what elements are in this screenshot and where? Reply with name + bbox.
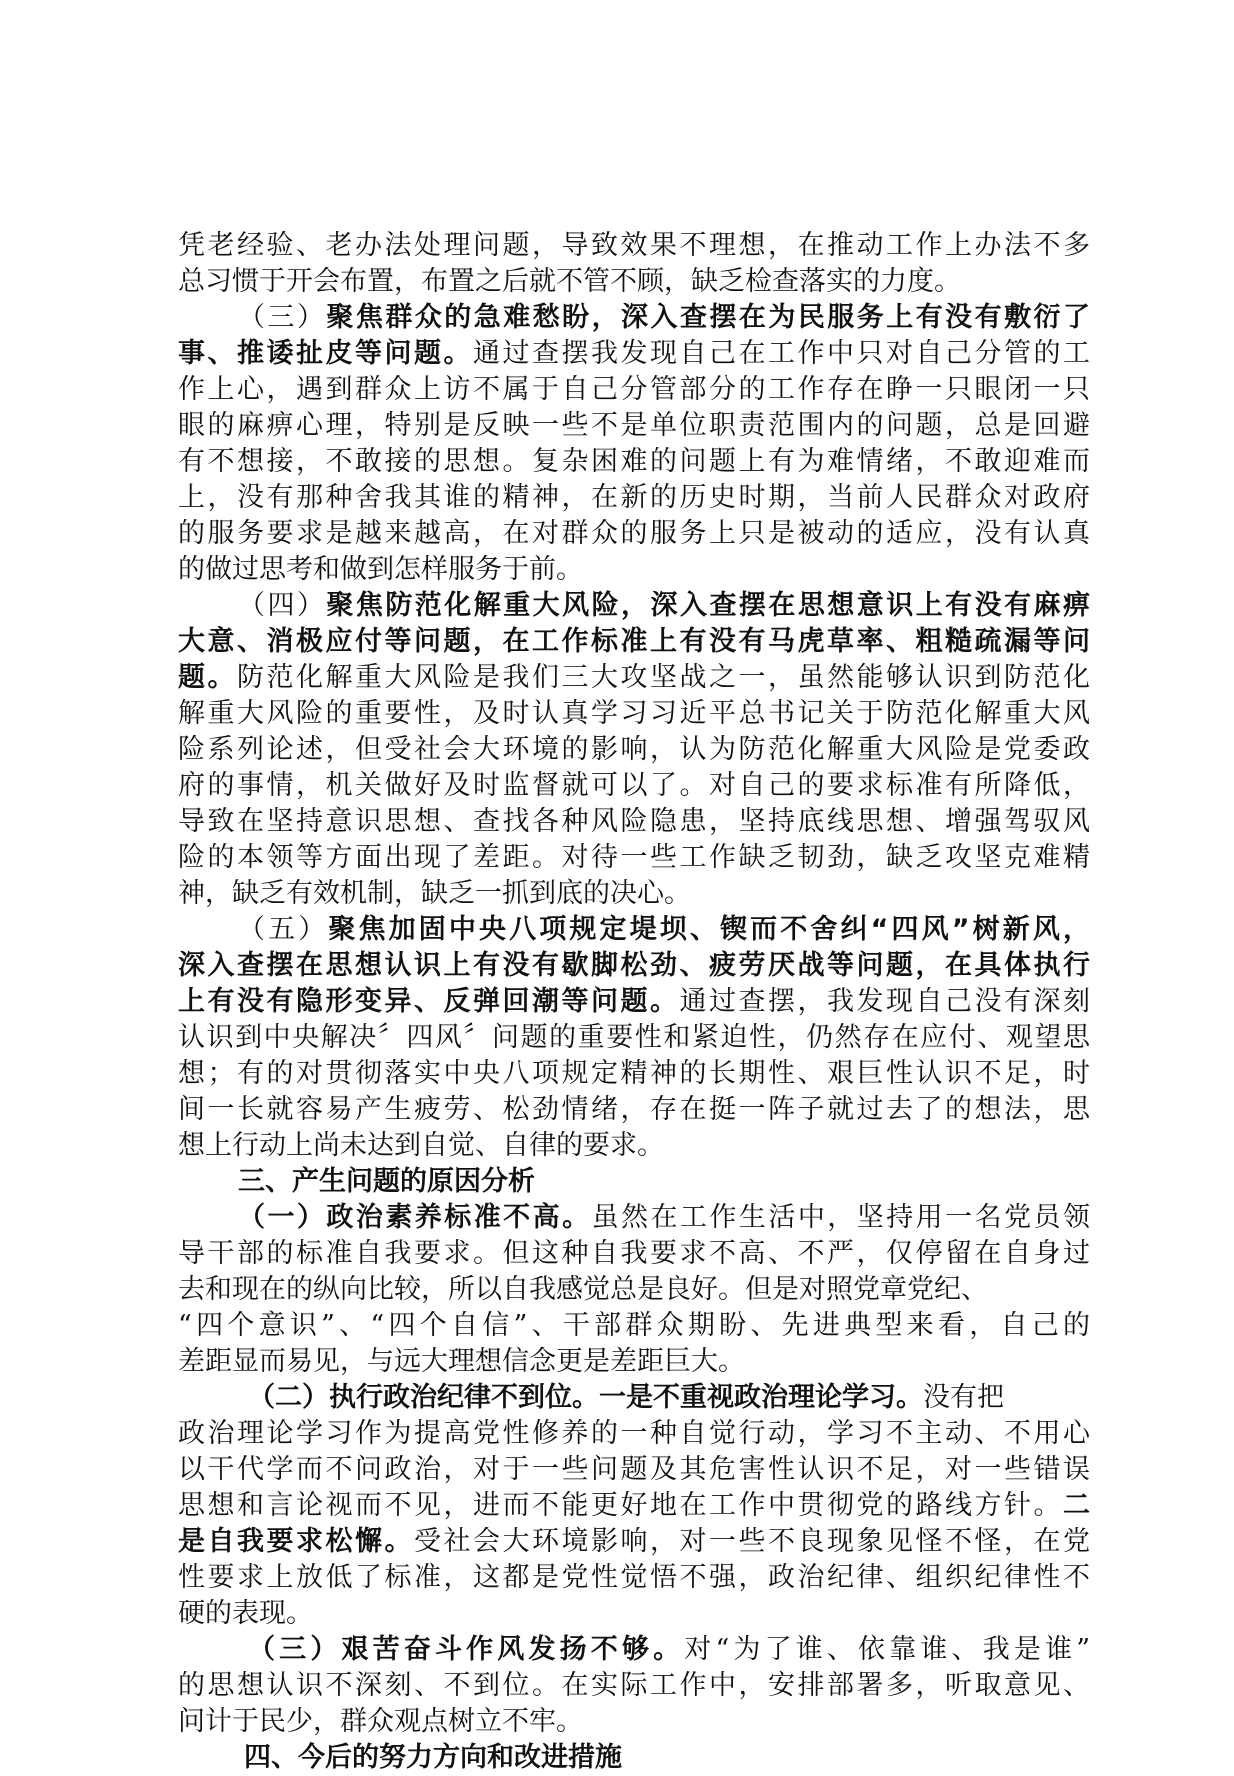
body-text: 神，缺乏有效机制，缺乏一抓到底的决心。 [178,878,691,909]
bold-text: 上有没有隐形变异、反弹回潮等问题。 [178,986,680,1017]
text-line [178,300,1090,336]
body-text: 有不想接，不敢接的思想。复杂困难的问题上有为难情绪，不敢迎难而 [178,446,1090,477]
text-line [178,1560,1090,1596]
text-line [178,1056,1090,1092]
text-line [178,1092,1090,1128]
body-text: 认识到中央解决〞四风〞问题的重要性和紧迫性，仍然存在应付、观望思 [178,1022,1090,1053]
body-text: 受社会大环境影响，对一些不良现象见怪不怪，在党 [414,1526,1090,1557]
text-line [178,984,1090,1020]
body-text: 以干代学而不问政治，对于一些问题及其危害性认识不足，对一些错误 [178,1454,1090,1485]
body-text: 作上心，遇到群众上访不属于自己分管部分的工作存在睁一只眼闭一只 [178,374,1090,405]
body-text: 思想和言论视而不见，进而不能更好地在工作中贯彻党的路线方针。 [178,1490,1063,1521]
text-line [178,1020,1090,1056]
text-line [178,480,1090,516]
bold-text: 聚焦加固中央八项规定堤坝、锲而不舍纠“四风”树新风， [328,914,1090,945]
body-text: 政治理论学习作为提高党性修养的一种自觉行动，学习不主动、不用心 [178,1418,1090,1449]
body-text: 导干部的标准自我要求。但这种自我要求不高、不严，仅停留在自身过 [178,1238,1090,1269]
text-line [178,408,1090,444]
body-text: 没有把 [923,1382,1004,1413]
text-line [178,912,1090,948]
body-text: 上，没有那种舍我其谁的精神，在新的历史时期，当前人民群众对政府 [178,482,1090,513]
bold-text: 二 [1063,1490,1090,1521]
body-text: （五） [238,914,329,945]
body-text: 性要求上放低了标准，这都是党性觉悟不强，政治纪律、组织纪律性不 [178,1562,1090,1593]
text-line [178,948,1090,984]
bold-text: 聚焦防范化解重大风险，深入查摆在思想意识上有没有麻痹 [326,590,1091,621]
text-line [178,768,1090,804]
body-text: “四个意识”、“四个自信”、干部群众期盼、先进典型来看，自己的 [178,1310,1090,1341]
text-line [178,1128,1090,1164]
text-line [178,1632,1090,1668]
body-text: 想上行动上尚未达到自觉、自律的要求。 [178,1130,664,1161]
body-text: 问计于民少，群众观点树立不牢。 [178,1706,583,1737]
text-line [178,1416,1090,1452]
bold-text: 大意、消极应付等问题，在工作标准上有没有马虎草率、粗糙疏漏等问 [178,626,1090,657]
text-line [178,336,1090,372]
text-line [178,264,1090,300]
body-text: 通过查摆，我发现自己没有深刻 [679,986,1090,1017]
bold-text: 事、推诿扯皮等问题。 [178,338,473,369]
text-line [178,552,1090,588]
body-text: 导致在坚持意识思想、查找各种风险隐患，坚持底线思想、增强驾驭风 [178,806,1090,837]
body-text: 险的本领等方面出现了差距。对待一些工作缺乏韧劲，缺乏攻坚克难精 [178,842,1090,873]
text-line [178,732,1090,768]
body-text: 的做过思考和做到怎样服务于前。 [178,554,583,585]
text-line [178,624,1090,660]
text-line [178,1380,1090,1416]
text-line [178,1668,1090,1704]
text-line [178,660,1090,696]
body-text: 想；有的对贯彻落实中央八项规定精神的长期性、艰巨性认识不足，时 [178,1058,1090,1089]
body-text: （四） [238,590,327,621]
text-line [178,372,1090,408]
bold-text: 四、今后的努力方向和改进措施 [244,1742,622,1773]
bold-text: 聚焦群众的急难愁盼，深入查摆在为民服务上有没有敷衍了 [326,302,1091,333]
body-text: 的思想认识不深刻、不到位。在实际工作中，安排部署多，听取意见、 [178,1670,1090,1701]
text-line [178,1236,1090,1272]
text-line [178,1272,1090,1308]
body-text: 解重大风险的重要性，及时认真学习习近平总书记关于防范化解重大风 [178,698,1090,729]
text-line [178,1452,1090,1488]
text-line [178,1308,1090,1344]
text-line [178,516,1090,552]
bold-text: 是自我要求松懈。 [178,1526,414,1557]
text-line [178,444,1090,480]
bold-text: （二）执行政治纪律不到位。一是不重视政治理论学习。 [248,1382,923,1413]
text-line [178,1200,1090,1236]
body-text: 防范化解重大风险是我们三大攻坚战之一，虽然能够认识到防范化 [237,662,1090,693]
body-text: 虽然在工作生活中，坚持用一名党员领 [591,1202,1091,1233]
bold-text: （三）艰苦奋斗作风发扬不够。 [248,1634,685,1665]
body-text: 间一长就容易产生疲劳、松劲情绪，存在挺一阵子就过去了的想法，思 [178,1094,1090,1125]
section-heading [178,1740,1090,1776]
bold-text: 深入查摆在思想认识上有没有歇脚松劲、疲劳厌战等问题，在具体执行 [178,950,1090,981]
body-text: 总习惯于开会布置，布置之后就不管不顾，缺乏检查落实的力度。 [178,266,961,297]
body-text: 通过查摆我发现自己在工作中只对自己分管的工 [473,338,1090,369]
body-text: 险系列论述，但受社会大环境的影响，认为防范化解重大风险是党委政 [178,734,1090,765]
body-text: 差距显而易见，与远大理想信念更是差距巨大。 [178,1346,745,1377]
body-text: 府的事情，机关做好及时监督就可以了。对自己的要求标准有所降低， [178,770,1090,801]
text-line [178,1596,1090,1632]
bold-text: （一）政治素养标准不高。 [238,1202,592,1233]
body-text: 凭老经验、老办法处理问题，导致效果不理想，在推动工作上办法不多 [178,230,1090,261]
document-page [178,228,1090,1776]
body-text: 对“为了谁、依靠谁、我是谁” [684,1634,1091,1665]
body-text: 硬的表现。 [178,1598,313,1629]
text-line [178,1344,1090,1380]
bold-text: 题。 [178,662,237,693]
body-text: 眼的麻痹心理，特别是反映一些不是单位职责范围内的问题，总是回避 [178,410,1090,441]
text-line [178,588,1090,624]
text-line [178,1704,1090,1740]
section-heading [178,1164,1090,1200]
text-line [178,228,1090,264]
body-text: 的服务要求是越来越高，在对群众的服务上只是被动的适应，没有认真 [178,518,1090,549]
text-line [178,840,1090,876]
text-line [178,876,1090,912]
text-line [178,1524,1090,1560]
text-line [178,804,1090,840]
body-text: 去和现在的纵向比较，所以自我感觉总是良好。但是对照党章党纪、 [178,1274,988,1305]
text-line [178,1488,1090,1524]
body-text: （三） [238,302,327,333]
bold-text: 三、产生问题的原因分析 [238,1166,535,1197]
text-line [178,696,1090,732]
